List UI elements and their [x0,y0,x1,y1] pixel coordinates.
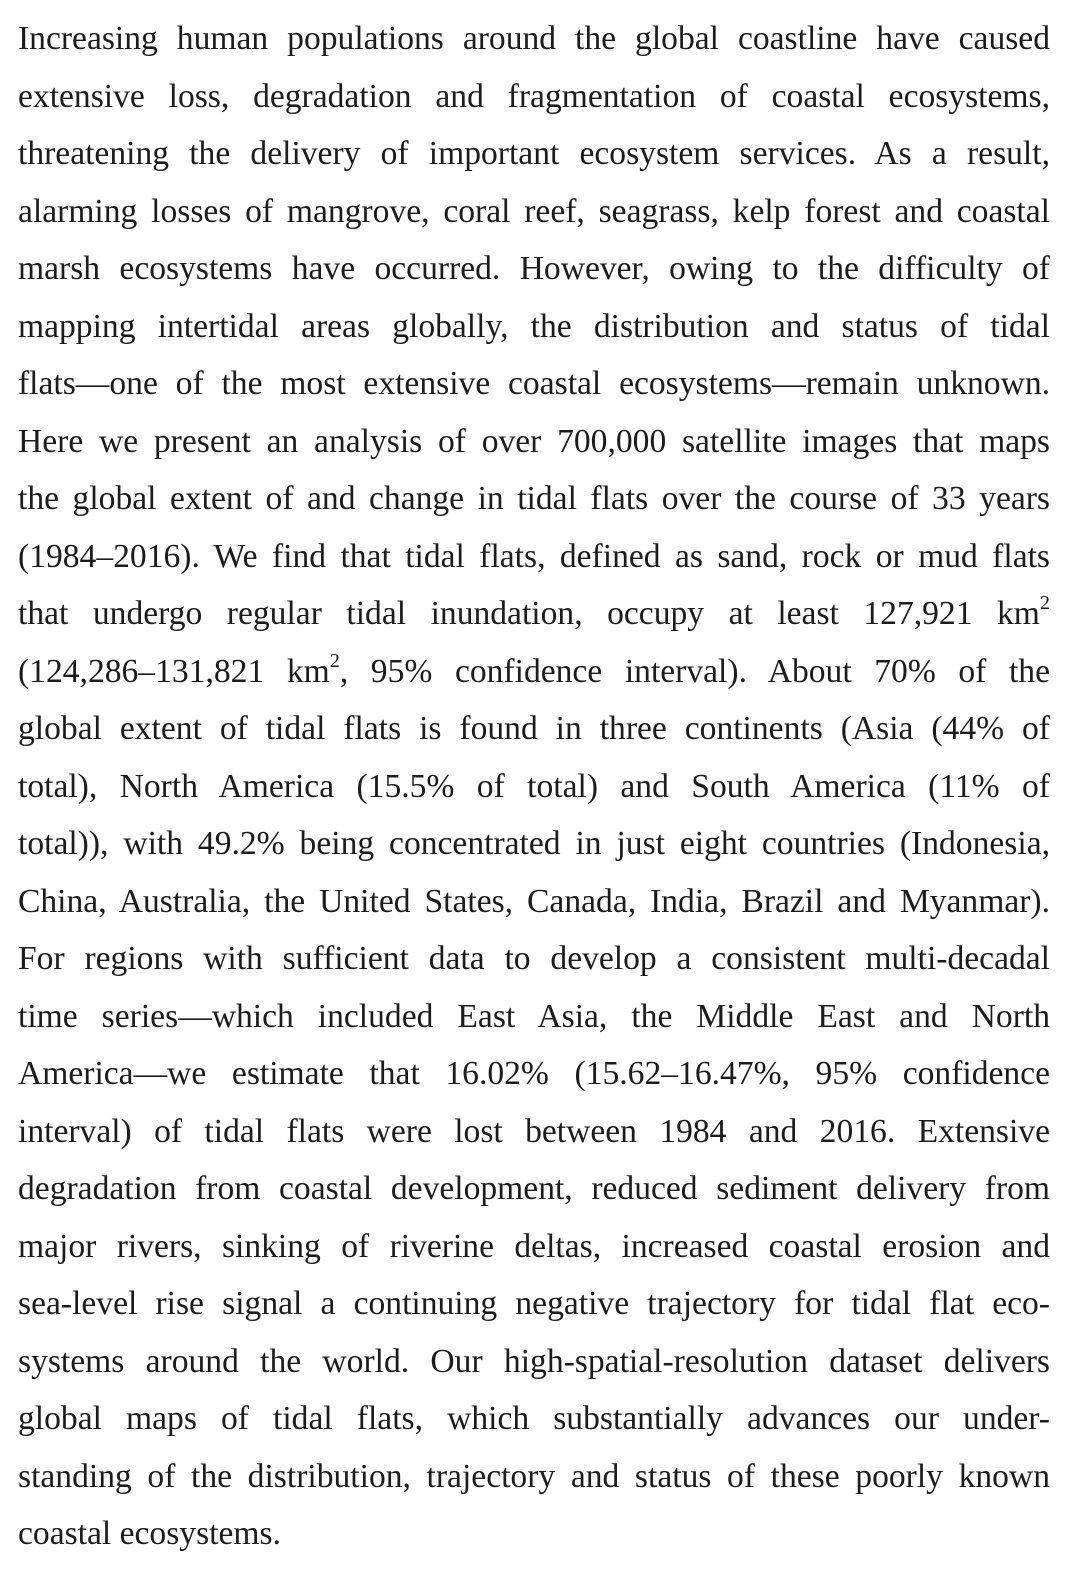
abstract-line: total)), with 49.2% being concentrated in just eight countries (Indonesia, [18,825,1050,862]
abstract-line [18,585,1050,643]
abstract-line: coastal ecosystems. [18,1515,281,1552]
abstract-line: America—we estimate that 16.02% (15.62–16.47%, 95% confidence [18,1055,1050,1092]
abstract-line: alarming losses of mangrove, coral reef, seagrass, kelp forest and coastal [18,192,1050,230]
abstract-line: global extent of tidal flats is found in three continents (Asia (44% of [18,710,1050,747]
abstract-line: marsh ecosystems have occurred. However, owing to the difficulty of [18,250,1050,287]
abstract-line: sea-level rise signal a continuing negative trajectory for tidal flat eco- [18,1285,1050,1322]
abstract-line: the global extent of and change in tidal flats over the course of 33 years [18,480,1050,517]
abstract-line: flats—one of the most extensive coastal ecosystems—remain unknown. [18,365,1050,402]
abstract-line: extensive loss, degradation and fragmentation of coastal ecosystems, [18,77,1050,115]
abstract-line: systems around the world. Our high-spatial-resolution dataset delivers [18,1342,1050,1380]
abstract-paragraph [18,10,1050,1563]
abstract-line: mapping intertidal areas globally, the distribution and status of tidal [18,307,1050,345]
abstract-line: interval) of tidal flats were lost between 1984 and 2016. Extensive [18,1112,1050,1150]
abstract-line [18,643,1050,701]
abstract-text: that undergo regular tidal inundation, occupy at least 127,921 km [18,595,1040,632]
abstract-text: (124,286–131,821 km [18,652,330,690]
abstract-line: time series—which included East Asia, the Middle East and North [18,997,1050,1035]
superscript: 2 [1039,591,1050,614]
abstract-text: , 95% confidence interval). About 70% of the [339,652,1050,690]
abstract-line: global maps of tidal flats, which substantially advances our under- [18,1400,1050,1437]
abstract-line: Here we present an analysis of over 700,000 satellite images that maps [18,422,1050,460]
abstract-line: standing of the distribution, trajectory and status of these poorly known [18,1457,1050,1495]
abstract-line: degradation from coastal development, reduced sediment delivery from [18,1170,1050,1207]
abstract-line: For regions with sufficient data to develop a consistent multi-decadal [18,940,1050,977]
abstract-line: major rivers, sinking of riverine deltas, increased coastal erosion and [18,1227,1050,1265]
abstract-line: threatening the delivery of important ecosystem services. As a result, [18,135,1050,172]
abstract-line: Increasing human populations around the global coastline have caused [18,20,1050,57]
abstract-line: (1984–2016). We find that tidal flats, defined as sand, rock or mud flats [18,537,1050,575]
abstract-line: China, Australia, the United States, Canada, India, Brazil and Myanmar). [18,882,1050,920]
superscript: 2 [329,649,340,672]
abstract-line: total), North America (15.5% of total) and South America (11% of [18,767,1050,805]
